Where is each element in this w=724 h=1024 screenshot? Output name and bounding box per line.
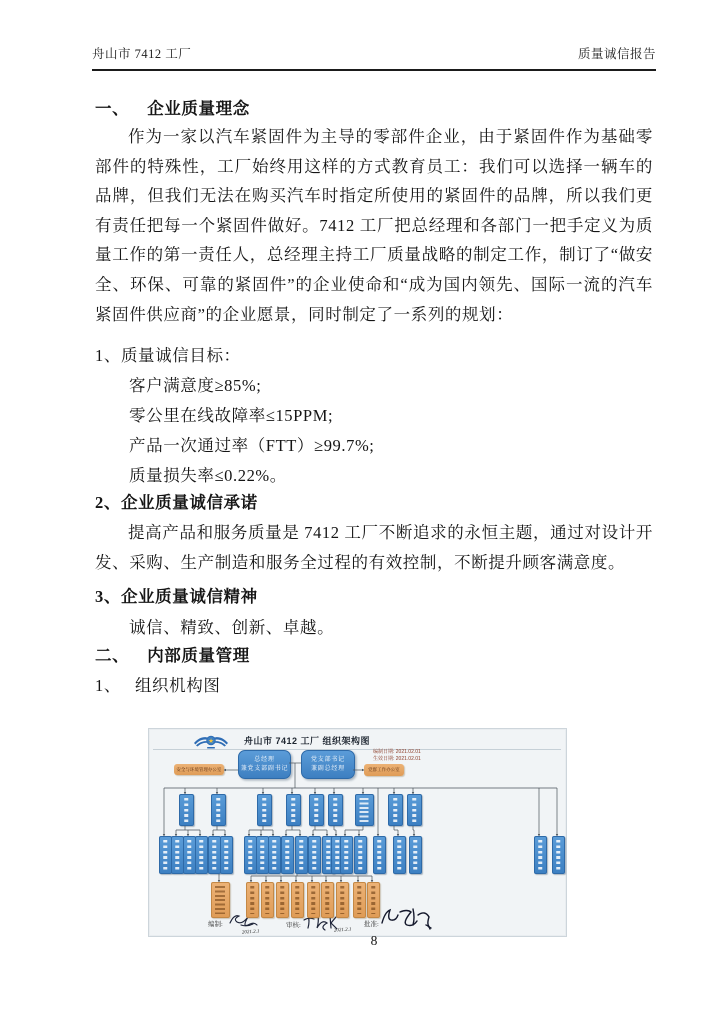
team-office-box bbox=[211, 882, 230, 918]
sub-dept-box bbox=[373, 836, 386, 874]
team-box bbox=[307, 882, 320, 918]
section-number: 一、 bbox=[95, 99, 130, 118]
secretary-line1: 党支部书记 bbox=[310, 756, 345, 763]
team-box bbox=[246, 882, 259, 918]
section-number: 1、 bbox=[95, 676, 121, 695]
section-title: 内部质量管理 bbox=[147, 646, 250, 665]
dept-box bbox=[257, 794, 272, 826]
page-header bbox=[92, 44, 656, 71]
section-title: 组织机构图 bbox=[134, 676, 221, 695]
secretary-line2: 兼副总经理 bbox=[310, 765, 345, 772]
header-left: 舟山市 7412 工厂 bbox=[92, 47, 192, 61]
quality-goal-item: 产品一次通过率（FTT）≥99.7%; bbox=[129, 436, 375, 455]
dept-box bbox=[179, 794, 194, 826]
signature-approve bbox=[380, 907, 432, 931]
quality-goal-heading: 1、质量诚信目标： bbox=[95, 346, 241, 365]
org-chart-date-created: 编制日期: 2021.02.01 bbox=[373, 749, 421, 755]
sub-dept-box bbox=[195, 836, 208, 874]
section-heading-3: 3、企业质量诚信精神 bbox=[95, 587, 258, 606]
dept-box bbox=[388, 794, 403, 826]
party-work-office-box: 党群工作办公室 bbox=[364, 764, 404, 776]
dept-box bbox=[286, 794, 301, 826]
sub-dept-box bbox=[354, 836, 367, 874]
dept-box bbox=[309, 794, 324, 826]
team-box bbox=[353, 882, 366, 918]
section-heading-5 bbox=[95, 671, 653, 701]
org-chart bbox=[148, 728, 567, 937]
dept-box bbox=[328, 794, 343, 826]
section-heading-4 bbox=[95, 641, 653, 671]
sub-dept-box bbox=[220, 836, 233, 874]
org-chart-title: 舟山市 7412 工厂 组织架构图 bbox=[244, 736, 371, 746]
paragraph-1: 作为一家以汽车紧固件为主导的零部件企业，由于紧固件作为基础零部件的特殊性，工厂始终用这样的方式教育员工：我们可以选择一辆车的品牌，但我们无法在购买汽车时指定所使用的紧固件的品牌，所以我们更有责任把每一个紧固件做好。7412 工厂把总经理和各部门一把手定义为质量工作的第一责任人，总经理主持工厂质量战略的制定工作，制订了“做安全、环保、可靠的紧固件”的企业使命和“成为国内领先、国际一流的汽车紧固件供应商”的企业愿景，同时制定了一系列的规划： bbox=[95, 127, 653, 324]
team-box bbox=[291, 882, 304, 918]
sub-dept-box bbox=[208, 836, 221, 874]
sign-prepare-date: 2021.2.1 bbox=[241, 929, 260, 936]
sign-review-label: 审核: bbox=[286, 922, 301, 929]
sub-dept-box bbox=[340, 836, 353, 874]
sub-dept-box bbox=[171, 836, 184, 874]
quality-goal-item: 零公里在线故障率≤15PPM; bbox=[129, 406, 334, 425]
sub-dept-box bbox=[409, 836, 422, 874]
dept-box bbox=[355, 794, 374, 826]
gm-line1: 总经理 bbox=[254, 756, 275, 763]
paragraph-3: 诚信、精致、创新、卓越。 bbox=[129, 618, 335, 637]
sub-dept-box bbox=[256, 836, 269, 874]
sign-prepare-label: 编制: bbox=[208, 921, 223, 928]
svg-text:★: ★ bbox=[208, 737, 214, 745]
sub-dept-box bbox=[393, 836, 406, 874]
sign-approve-label: 批准: bbox=[364, 921, 379, 928]
sub-dept-box bbox=[534, 836, 547, 874]
header-right: 质量诚信报告 bbox=[577, 47, 656, 61]
dept-box bbox=[407, 794, 422, 826]
team-box bbox=[367, 882, 380, 918]
section-heading-2: 2、企业质量诚信承诺 bbox=[95, 493, 258, 512]
quality-goal-item: 质量损失率≤0.22%。 bbox=[129, 466, 287, 485]
sub-dept-box bbox=[268, 836, 281, 874]
sign-review-date: 2021.2.1 bbox=[333, 927, 352, 934]
section-title: 企业质量理念 bbox=[147, 99, 250, 118]
team-box bbox=[276, 882, 289, 918]
sub-dept-box bbox=[159, 836, 172, 874]
sub-dept-box bbox=[308, 836, 321, 874]
quality-goal-item: 客户满意度≥85%; bbox=[129, 376, 262, 395]
dept-box bbox=[211, 794, 226, 826]
gm-line2: 兼党支部副书记 bbox=[240, 765, 289, 772]
safety-environment-office-box: 安全与环境管理办公室 bbox=[174, 764, 224, 775]
sub-dept-box bbox=[281, 836, 294, 874]
sub-dept-box bbox=[295, 836, 308, 874]
sub-dept-box bbox=[552, 836, 565, 874]
team-box bbox=[261, 882, 274, 918]
org-chart-date-effective: 生效日期: 2021.02.01 bbox=[373, 755, 421, 762]
sub-dept-box bbox=[183, 836, 196, 874]
team-box bbox=[336, 882, 349, 918]
team-box bbox=[321, 882, 334, 918]
page-number: 8 bbox=[370, 933, 378, 948]
paragraph-2: 提高产品和服务质量是 7412 工厂不断追求的永恒主题，通过对设计开发、采购、生产制造和服务全过程的有效控制，不断提升顾客满意度。 bbox=[95, 523, 653, 572]
section-heading-1 bbox=[95, 94, 653, 124]
section-number: 二、 bbox=[95, 646, 130, 665]
sub-dept-box bbox=[244, 836, 257, 874]
